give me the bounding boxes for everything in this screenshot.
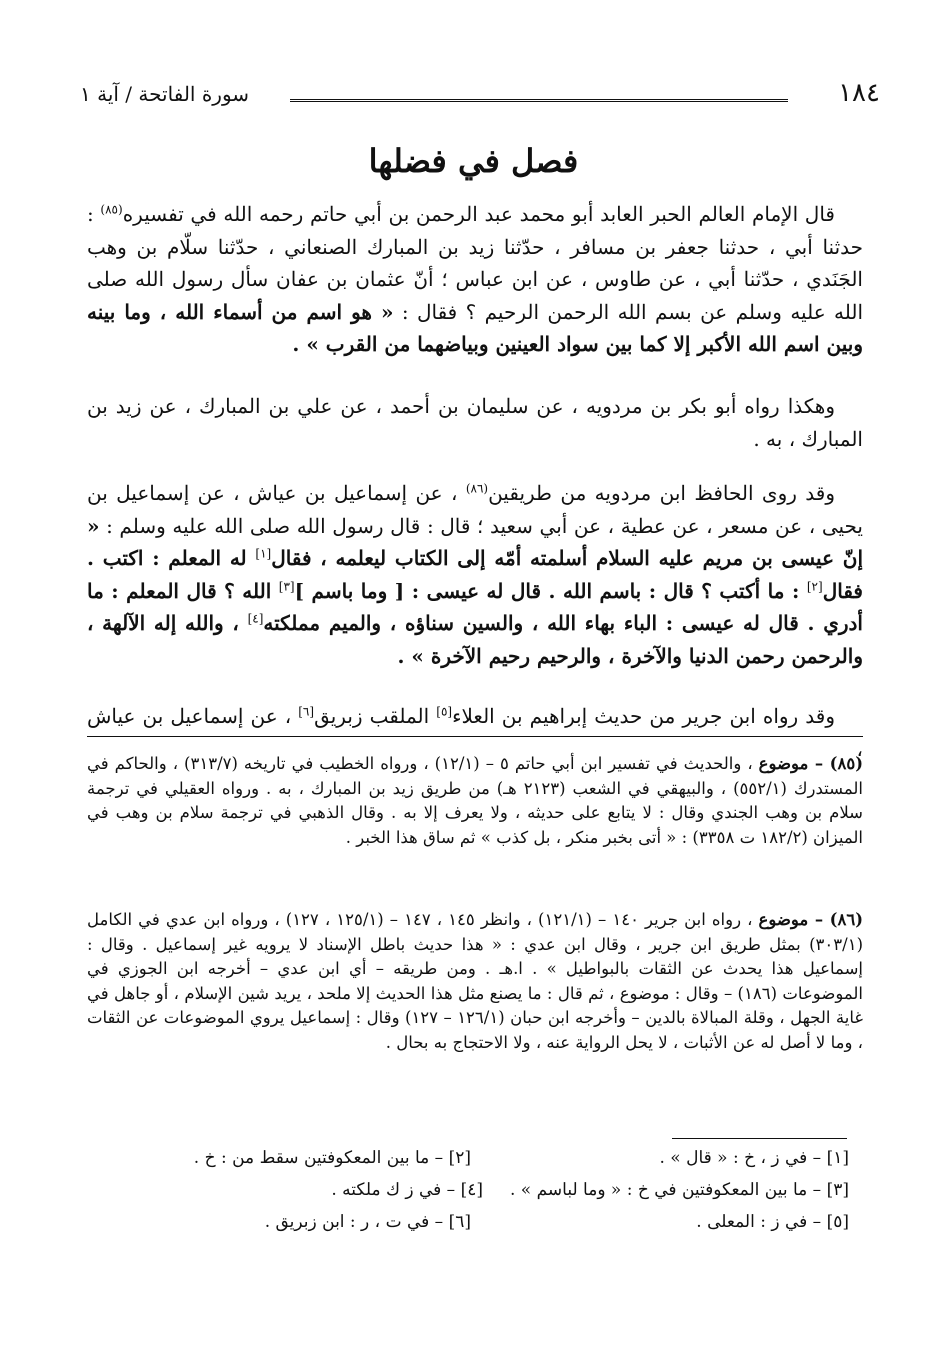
variant-notes-row [87,1180,863,1212]
paragraph-2: وهكذا رواه أبو بكر بن مردويه ، عن سليمان بن أحمد ، عن علي بن المبارك ، عن زيد بن المبارك ، به . [87,394,863,451]
running-title: سورة الفاتحة / آية ١ [80,82,250,106]
variant-notes-separator [672,1138,847,1139]
variant-ref-5: [٥] [436,704,453,719]
main-text-2 [87,390,863,455]
footnote-ref-85: (٨٥) [100,202,123,217]
hadith-text: « هو اسم من أسماء الله ، وما بينه وبين اسم الله الأكبر إلا كما بين سواد العينين وبياضهما من القرب » . [87,299,863,356]
variant-ref-3: [٣] [278,578,295,593]
chapter-title: فصل في فضلها [368,142,579,180]
main-text [87,198,863,361]
header-rule [290,99,788,102]
footnote-ref-86: (٨٦) [465,481,489,496]
footnote-86 [87,908,863,1056]
footnote-85-label: (٨٥) – موضوع [758,754,863,773]
footnote-85-text: ، والحديث في تفسير ابن أبي حاتم ٥ – (١٢/١) ، ورواه الخطيب في تاريخه (٣١٣/٧) ، والحاكم في المستدرك (٥٥٢/١) ، والبيهقي في الشعب (٢١٢٣ هـ) من طريق زيد بن المبارك ، به . ورواه العقيلي في ترجمة سلام بن وهب الجندي وقال : لا يتابع على حديثه ، ولا يعرف إلا به . وقال الذهبي في ترجمة سلام بن وهب في الميزان (١٨٢/٢ ت ٣٣٥٨) : « أتى بخبر منكر ، بل كذب » ثم ساق هذا الخبر . [87,754,864,847]
variant-notes-row [87,1212,863,1244]
variant-notes-row [87,1148,863,1180]
footnote-separator [87,736,863,737]
variant-note-1: [١] – في ز ، خ : « قال » . [659,1148,849,1168]
variant-note-6: [٦] – في ت ، ر : ابن زبريق . [264,1212,471,1232]
variant-ref-6: [٦] [298,704,315,719]
page-number: ١٨٤ [838,78,880,108]
footnote-86-text: ، رواه ابن جرير ١٤٠ – (١٢١/١) ، وانظر ١٤٥ ، ١٤٧ – (١٢٥/١ ، ١٢٧) ، ورواه ابن عدي في الكامل (٣٠٣/١) بمثل طريق ابن جرير ، وقال ابن عدي : « هذا حديث باطل الإسناد لا يرويه غير إسماعيل . وقال : إسماعيل هذا يحدث عن الثقات بالبواطيل » . ا.هـ . ومن طريقه – أي ابن عدي – أخرجه ابن الجوزي في الموضوعات (١٨٦) – وقال : موضوع ، ثم قال : ما يصنع مثل هذا الحديث إلا ملحد ، يريد شين الإسلام ، أو جاهل في غاية الجهل ، وقلة المبالاة بالدين – وأخرجه ابن حبان (١٢٦/١ – ١٢٧) وقال : إسماعيل يروي الموضوعات عن الثقات ، وما لا أصل له عن الأثبات ، لا يحل الرواية عنه ، ولا الاحتجاج به بحال . [87,910,864,1052]
paragraph-3: وقد روى الحافظ ابن مردويه من طريقين$^{(٨٦)}$ ، عن إسماعيل بن عياش ، عن إسماعيل بن يحيى ، عن مسعر ، عن عطية ، عن أبي سعيد ؛ قال : قال رسول الله صلى الله عليه وسلم : « إنّ عيسى بن مريم عليه السلام أسلمته أمّه إلى الكتاب ليعلمه ، فقال[١] له المعلم : اكتب . فقال[٢] : ما أكتب ؟ قال : باسم الله . قال له عيسى : [ وما باسم ][٣] الله ؟ قال المعلم : ما أدري . قال له عيسى : الباء بهاء الله ، والسين سناؤه ، والميم مملكته[٤] ، والله إله الآلهة ، والرحمن رحمن الدنيا والآخرة ، والرحيم رحيم الآخرة » . [87,481,863,668]
variant-notes [87,1148,863,1244]
variant-note-4: [٤] – في ز ك ملكته . [331,1180,483,1200]
variant-ref-4: [٤] [247,611,264,626]
variant-note-5: [٥] – في ز : المعلى . [696,1212,849,1232]
footnote-85 [87,752,863,850]
variant-note-3: [٣] – ما بين المعكوفتين في خ : « وما لباسم » . [509,1180,849,1200]
main-text-3 [87,477,863,672]
paragraph-1: قال الإمام العالم الحبر العابد أبو محمد عبد الرحمن بن أبي حاتم رحمه الله في تفسيره$^{(٨٥)}$ : حدثنا أبي ، حدثنا جعفر بن مسافر ، حدّثنا زيد بن المبارك الصنعاني ، حدّثنا سلّام بن وهب الجَنَدي ، حدّثنا أبي ، عن طاوس ، عن ابن عباس ؛ أنّ عثمان بن عفان سأل رسول الله صلى الله عليه وسلم عن بسم الله الرحمن الرحيم ؟ فقال : « هو اسم من أسماء الله ، وما بينه وبين اسم الله الأكبر إلا كما بين سواد العينين وبياضهما من القرب » . [87,202,864,356]
variant-ref-2: [٢] [806,578,823,593]
variant-note-2: [٢] – ما بين المعكوفتين سقط من : خ . [193,1148,471,1168]
page-header [80,78,880,118]
variant-ref-1: [١] [255,546,272,561]
paragraph-4: وقد رواه ابن جرير من حديث إبراهيم بن العلاء[٥] الملقب زبريق[٦] ، عن إسماعيل بن عياش ، [87,704,863,761]
footnote-86-label: (٨٦) – موضوع [758,910,863,929]
